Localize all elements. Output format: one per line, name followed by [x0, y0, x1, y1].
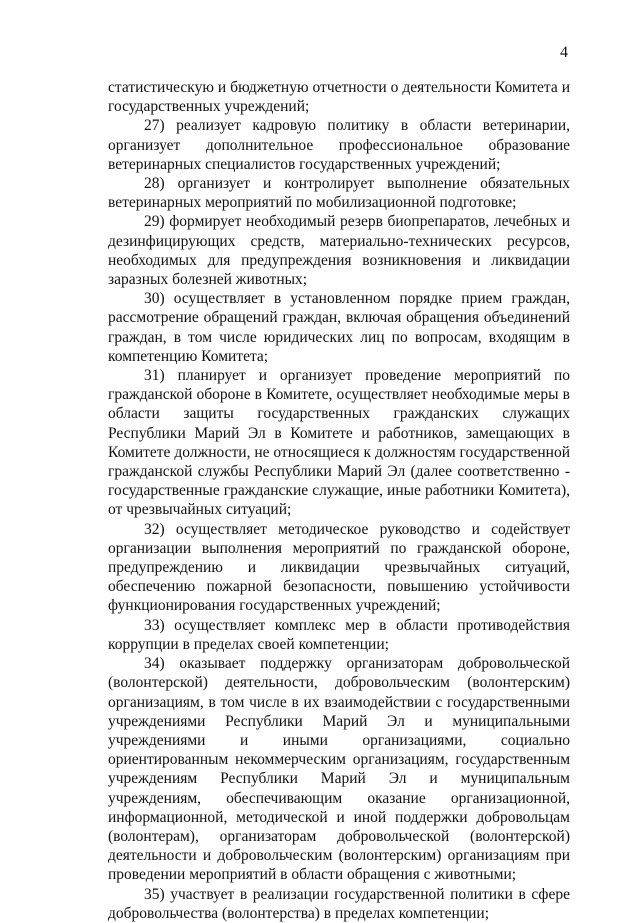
- document-body: [108, 78, 570, 923]
- paragraph-item-30: 30) осуществляет в установленном порядке прием граждан, рассмотрение обращений граждан, включая обращения объединений граждан, в том числе юридических лиц по вопросам, входящим в компетенцию Комитета;: [108, 290, 570, 365]
- paragraph-item-32: 32) осуществляет методическое руководство и содействует организации выполнения мероприятий по гражданской обороне, предупреждению и ликвидации чрезвычайных ситуаций, обеспечению пожарной безопасности, повышению устойчивости функционирования государственных учреждений;: [108, 520, 570, 615]
- paragraph-item-28: 28) организует и контролирует выполнение обязательных ветеринарных мероприятий по мобилизационной подготовке;: [108, 175, 570, 212]
- paragraph-item-35: 35) участвует в реализации государственной политики в сфере добровольчества (волонтерства) в пределах компетенции;: [108, 885, 570, 922]
- paragraph-continuation: статистическую и бюджетную отчетности о деятельности Комитета и государственных учреждений;: [108, 79, 570, 116]
- paragraph-item-29: 29) формирует необходимый резерв биопрепаратов, лечебных и дезинфицирующих средств, материально-технических ресурсов, необходимых для предупреждения возникновения и ликвидации заразных болезней животных;: [108, 213, 570, 289]
- page-number: 4: [560, 44, 568, 61]
- paragraph-item-34: 34) оказывает поддержку организаторам добровольческой (волонтерской) деятельности, добровольческим (волонтерским) организациям, в том числе в их взаимодействии с государственными учреждениями Республики Марий Эл и муниципальными учреждениями и иными организациями, социально ориентированным некоммерческим организациям, государственным учреждениям Республики Марий Эл и муниципальным учреждениям, обеспечивающим оказание организационной, информационной, методической и иной поддержки добровольцам (волонтерам), организаторам добровольческой (волонтерской) деятельности и добровольческим (волонтерским) организациям при проведении мероприятий в области обращения с животными;: [108, 655, 570, 884]
- paragraph-item-31: 31) планирует и организует проведение мероприятий по гражданской обороне в Комитете, осуществляет необходимые меры в области защиты государственных гражданских служащих Республики Марий Эл в Комитете и работников, замещающих в Комитете должности, не относящиеся к должностям государственной гражданской службы Республики Марий Эл (далее соответственно - государственные гражданские служащие, иные работники Комитета), от чрезвычайных ситуаций;: [108, 367, 570, 519]
- paragraph-item-33: 33) осуществляет комплекс мер в области противодействия коррупции в пределах своей компетенции;: [108, 616, 570, 653]
- paragraph-item-27: 27) реализует кадровую политику в области ветеринарии, организует дополнительное профессиональное образование ветеринарных специалистов государственных учреждений;: [108, 117, 570, 173]
